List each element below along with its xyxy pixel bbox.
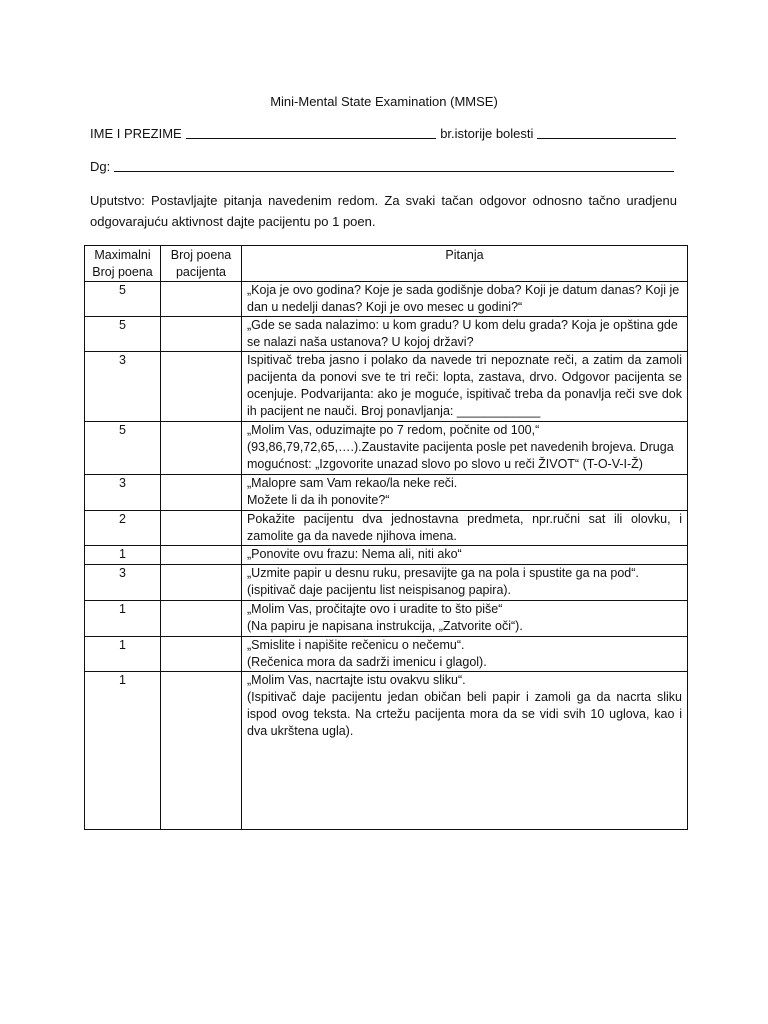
patient-points-cell[interactable] bbox=[161, 601, 242, 637]
history-number-field[interactable] bbox=[537, 126, 676, 139]
question-line: (93,86,79,72,65,….).Zaustavite pacijenta posle pet navedenih brojeva. Druga bbox=[247, 440, 674, 454]
patient-points-cell[interactable] bbox=[161, 282, 242, 317]
question-line: (Ispitivač daje pacijentu jedan običan beli papir i zamoli ga da nacrta sliku ispod ovog teksta. Na crtežu pacijenta mora da se vidi svih 10 uglova, kao i dva ukrštena ugla). bbox=[247, 690, 682, 738]
table-row bbox=[85, 317, 688, 352]
question-line: „Molim Vas, pročitajte ovo i uradite to što piše“ bbox=[247, 602, 503, 616]
name-label: IME I PREZIME bbox=[90, 126, 182, 141]
max-points-cell: 3 bbox=[85, 475, 161, 511]
question-cell bbox=[242, 422, 688, 475]
mmse-table bbox=[84, 245, 688, 830]
table-row bbox=[85, 565, 688, 601]
max-points-cell: 2 bbox=[85, 511, 161, 546]
question-line: (Rečenica mora da sadrži imenicu i glagol). bbox=[247, 655, 487, 669]
patient-points-cell[interactable] bbox=[161, 672, 242, 830]
table-row bbox=[85, 546, 688, 565]
question-cell bbox=[242, 282, 688, 317]
instructions-text: Uputstvo: Postavljajte pitanja navedenim redom. Za svaki tačan odgovor odnosno tačno uradjenu odgovarajuću aktivnost dajte pacijentu po 1 poen. bbox=[90, 193, 677, 229]
question-cell bbox=[242, 637, 688, 672]
question-line: „Uzmite papir u desnu ruku, presavijte ga na pola i spustite ga na pod“. bbox=[247, 566, 639, 580]
max-points-cell: 3 bbox=[85, 352, 161, 422]
question-cell bbox=[242, 317, 688, 352]
table-row bbox=[85, 282, 688, 317]
question-line: „Ponovite ovu frazu: Nema ali, niti ako“ bbox=[247, 547, 462, 561]
question-line: „Malopre sam Vam rekao/la neke reči. bbox=[247, 476, 458, 490]
table-row bbox=[85, 475, 688, 511]
max-points-cell: 1 bbox=[85, 546, 161, 565]
table-row bbox=[85, 637, 688, 672]
header-max-points: Maximalni Broj poena bbox=[85, 246, 161, 282]
max-points-cell: 1 bbox=[85, 637, 161, 672]
name-field[interactable] bbox=[186, 126, 436, 139]
question-line: (ispitivač daje pacijentu list neispisanog papira). bbox=[247, 583, 512, 597]
question-cell bbox=[242, 475, 688, 511]
name-row bbox=[90, 126, 680, 141]
table-row bbox=[85, 601, 688, 637]
diagnosis-label: Dg: bbox=[90, 159, 111, 174]
table-row bbox=[85, 672, 688, 830]
document-title: Mini-Mental State Examination (MMSE) bbox=[270, 94, 498, 109]
table-row bbox=[85, 352, 688, 422]
patient-points-cell[interactable] bbox=[161, 637, 242, 672]
patient-points-cell[interactable] bbox=[161, 546, 242, 565]
question-line: „Koja je ovo godina? Koje je sada godišnje doba? Koji je datum danas? Koji je bbox=[247, 283, 680, 297]
max-points-cell: 1 bbox=[85, 601, 161, 637]
patient-points-cell[interactable] bbox=[161, 475, 242, 511]
question-cell bbox=[242, 601, 688, 637]
diagnosis-field[interactable] bbox=[114, 159, 674, 172]
question-line: Pokažite pacijentu dva jednostavna predmeta, npr.ručni sat ili olovku, i zamolite ga da navede njihova imena. bbox=[247, 512, 682, 543]
question-line: dan u nedelji danas? Koji je ovo mesec u godini?“ bbox=[247, 300, 523, 314]
max-points-cell: 3 bbox=[85, 565, 161, 601]
question-line: „Gde se sada nalazimo: u kom gradu? U kom delu grada? Koja je opština gde bbox=[247, 318, 678, 332]
patient-points-cell[interactable] bbox=[161, 352, 242, 422]
header-patient-points: Broj poena pacijenta bbox=[161, 246, 242, 282]
patient-points-cell[interactable] bbox=[161, 565, 242, 601]
question-line: se nalazi naša ustanova? U kojoj državi? bbox=[247, 335, 474, 349]
question-cell bbox=[242, 672, 688, 830]
question-line: mogućnost: „Izgovorite unazad slovo po slovo u reči ŽIVOT“ (T-O-V-I-Ž) bbox=[247, 457, 643, 471]
patient-points-cell[interactable] bbox=[161, 317, 242, 352]
max-points-cell: 5 bbox=[85, 282, 161, 317]
question-line: „Smislite i napišite rečenicu o nečemu“. bbox=[247, 638, 465, 652]
patient-points-cell[interactable] bbox=[161, 422, 242, 475]
question-cell bbox=[242, 352, 688, 422]
question-line: „Molim Vas, nacrtajte istu ovakvu sliku“. bbox=[247, 673, 466, 687]
diagnosis-row bbox=[90, 159, 680, 174]
table-row bbox=[85, 511, 688, 546]
header-questions: Pitanja bbox=[242, 246, 688, 282]
max-points-cell: 5 bbox=[85, 317, 161, 352]
patient-points-cell[interactable] bbox=[161, 511, 242, 546]
question-cell bbox=[242, 511, 688, 546]
max-points-cell: 5 bbox=[85, 422, 161, 475]
question-cell bbox=[242, 565, 688, 601]
table-header-row bbox=[85, 246, 688, 282]
history-label: br.istorije bolesti bbox=[440, 126, 534, 141]
question-cell bbox=[242, 546, 688, 565]
question-line: (Na papiru je napisana instrukcija, „Zatvorite oči“). bbox=[247, 619, 523, 633]
question-line: Ispitivač treba jasno i polako da navede tri nepoznate reči, a zatim da zamoli pacijenta da ponovi sve te tri reči: lopta, zastava, drvo. Odgovor pacijenta se ocenjuje. Podvarijanta: ako je moguće, ispitivač treba da ponavlja reči sve dok ih pacijent ne nauči. Broj ponavljanja: ____________ bbox=[247, 353, 682, 418]
question-line: Možete li da ih ponovite?“ bbox=[247, 493, 390, 507]
table-row bbox=[85, 422, 688, 475]
question-line: „Molim Vas, oduzimajte po 7 redom, počnite od 100,“ bbox=[247, 423, 540, 437]
max-points-cell: 1 bbox=[85, 672, 161, 830]
